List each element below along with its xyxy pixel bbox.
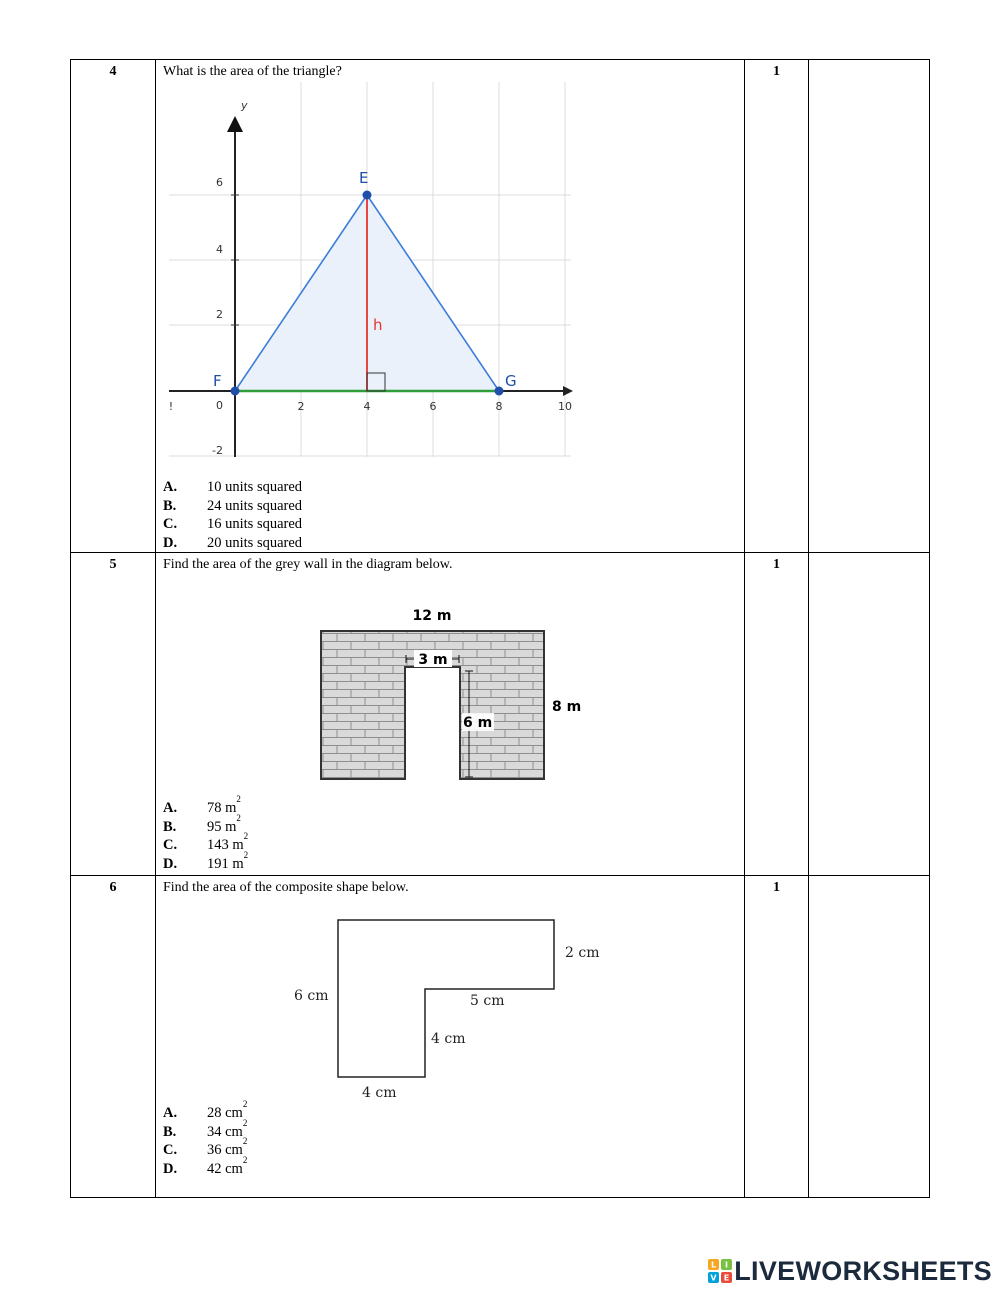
option-letter: D. bbox=[163, 534, 178, 551]
answer-cell[interactable] bbox=[809, 553, 930, 876]
option-b[interactable] bbox=[163, 1117, 248, 1142]
question-cell bbox=[156, 876, 745, 1198]
opening-height-label: 6 m bbox=[463, 715, 493, 731]
liveworksheets-logo-icon bbox=[708, 1259, 732, 1283]
option-text: 36 cm bbox=[207, 1142, 243, 1158]
point-label-e: E bbox=[359, 169, 369, 187]
option-text: 20 units squared bbox=[207, 534, 303, 551]
liveworksheets-logo[interactable] bbox=[708, 1255, 992, 1287]
option-letter: C. bbox=[163, 837, 178, 853]
opening-width-label: 3 m bbox=[418, 652, 448, 668]
y-axis-label: y bbox=[241, 99, 248, 112]
question-marks: 1 bbox=[745, 553, 809, 876]
option-letter: A. bbox=[163, 800, 178, 816]
option-letter: C. bbox=[163, 516, 178, 532]
option-exponent: 2 bbox=[243, 831, 249, 841]
option-letter: B. bbox=[163, 1123, 177, 1140]
answer-options bbox=[163, 1099, 248, 1178]
top-right-label: 2 cm bbox=[565, 945, 600, 961]
option-letter: C. bbox=[163, 1142, 178, 1158]
svg-text:I: I bbox=[725, 1260, 729, 1270]
y-tick-label: 6 bbox=[216, 176, 223, 189]
question-cell bbox=[156, 553, 745, 876]
x-axis-arrow-icon bbox=[563, 386, 573, 396]
option-letter: D. bbox=[163, 855, 178, 872]
option-b[interactable] bbox=[163, 497, 302, 516]
question-cell bbox=[156, 60, 745, 553]
inner-vertical-label: 4 cm bbox=[431, 1031, 466, 1047]
option-c[interactable] bbox=[163, 515, 302, 534]
svg-text:L: L bbox=[711, 1260, 717, 1270]
option-exponent: 2 bbox=[242, 1099, 248, 1109]
option-a[interactable] bbox=[163, 794, 248, 818]
question-text: Find the area of the grey wall in the diagram below. bbox=[163, 557, 453, 572]
option-text: 143 m bbox=[207, 837, 244, 853]
logo-text: LIVEWORKSHEETS bbox=[734, 1255, 992, 1286]
question-text: What is the area of the triangle? bbox=[163, 64, 342, 79]
y-tick-label: 4 bbox=[216, 243, 223, 256]
composite-shape-diagram bbox=[286, 906, 626, 1106]
option-d[interactable] bbox=[163, 534, 302, 553]
option-text: 34 cm bbox=[207, 1123, 243, 1140]
option-a[interactable] bbox=[163, 1099, 248, 1123]
option-text: 95 m bbox=[207, 818, 237, 835]
point-label-g: G bbox=[505, 372, 517, 390]
wall-diagram bbox=[316, 593, 616, 783]
y-axis-arrow-icon bbox=[227, 116, 243, 132]
option-text: 10 units squared bbox=[207, 479, 303, 495]
option-b[interactable] bbox=[163, 812, 248, 837]
answer-cell[interactable] bbox=[809, 60, 930, 553]
question-row-4 bbox=[71, 60, 930, 553]
svg-text:E: E bbox=[724, 1273, 730, 1283]
question-row-6 bbox=[71, 876, 930, 1198]
question-marks: 1 bbox=[745, 60, 809, 553]
svg-text:V: V bbox=[710, 1273, 717, 1283]
answer-options bbox=[163, 478, 302, 552]
x-tick-label: 4 bbox=[363, 400, 371, 413]
left-side-label: 6 cm bbox=[294, 988, 329, 1004]
answer-options bbox=[163, 794, 249, 873]
option-text: 42 cm bbox=[207, 1160, 243, 1177]
y-tick-label: 2 bbox=[216, 308, 223, 321]
question-text: Find the area of the composite shape below. bbox=[163, 880, 409, 895]
point-g bbox=[495, 387, 504, 396]
option-exponent: 2 bbox=[236, 812, 241, 823]
option-exponent: 2 bbox=[242, 1154, 248, 1165]
composite-shape bbox=[338, 920, 554, 1077]
option-letter: A. bbox=[163, 1105, 178, 1121]
point-f bbox=[231, 387, 240, 396]
option-d[interactable] bbox=[163, 1154, 248, 1179]
option-exponent: 2 bbox=[243, 849, 249, 860]
option-a[interactable] bbox=[163, 478, 302, 497]
option-c[interactable] bbox=[163, 1136, 248, 1160]
option-letter: D. bbox=[163, 1160, 178, 1177]
option-letter: B. bbox=[163, 497, 177, 514]
answer-cell[interactable] bbox=[809, 876, 930, 1198]
question-table bbox=[70, 59, 930, 1198]
option-d[interactable] bbox=[163, 849, 249, 874]
x-tick-label: 8 bbox=[495, 400, 503, 413]
question-number: 6 bbox=[71, 876, 156, 1198]
option-text: 16 units squared bbox=[207, 516, 303, 532]
option-exponent: 2 bbox=[242, 1117, 248, 1128]
bottom-label: 4 cm bbox=[362, 1085, 397, 1101]
point-label-f: F bbox=[213, 372, 222, 390]
y-tick-label: 0 bbox=[216, 399, 223, 412]
inner-horizontal-label: 5 cm bbox=[470, 993, 505, 1009]
option-c[interactable] bbox=[163, 831, 249, 855]
option-text: 78 m bbox=[207, 800, 237, 816]
coordinate-graph bbox=[161, 82, 581, 462]
question-row-5 bbox=[71, 553, 930, 876]
height-label: h bbox=[373, 316, 383, 334]
x-tick-label: 2 bbox=[297, 400, 305, 413]
option-text: 191 m bbox=[207, 855, 244, 872]
option-text: 28 cm bbox=[207, 1105, 243, 1121]
option-exponent: 2 bbox=[242, 1136, 248, 1146]
option-letter: B. bbox=[163, 818, 177, 835]
option-text: 24 units squared bbox=[207, 497, 303, 514]
wall-height-label: 8 m bbox=[552, 699, 582, 715]
option-exponent: 2 bbox=[236, 794, 241, 804]
question-number: 4 bbox=[71, 60, 156, 553]
question-number: 5 bbox=[71, 553, 156, 876]
x-tick-label: 10 bbox=[558, 400, 572, 413]
x-axis-cut-label: ! bbox=[168, 400, 174, 413]
wall-width-label: 12 m bbox=[412, 608, 452, 624]
point-e bbox=[363, 191, 372, 200]
y-tick-label: -2 bbox=[212, 444, 223, 457]
x-tick-label: 6 bbox=[429, 400, 437, 413]
option-letter: A. bbox=[163, 479, 178, 495]
question-marks: 1 bbox=[745, 876, 809, 1198]
